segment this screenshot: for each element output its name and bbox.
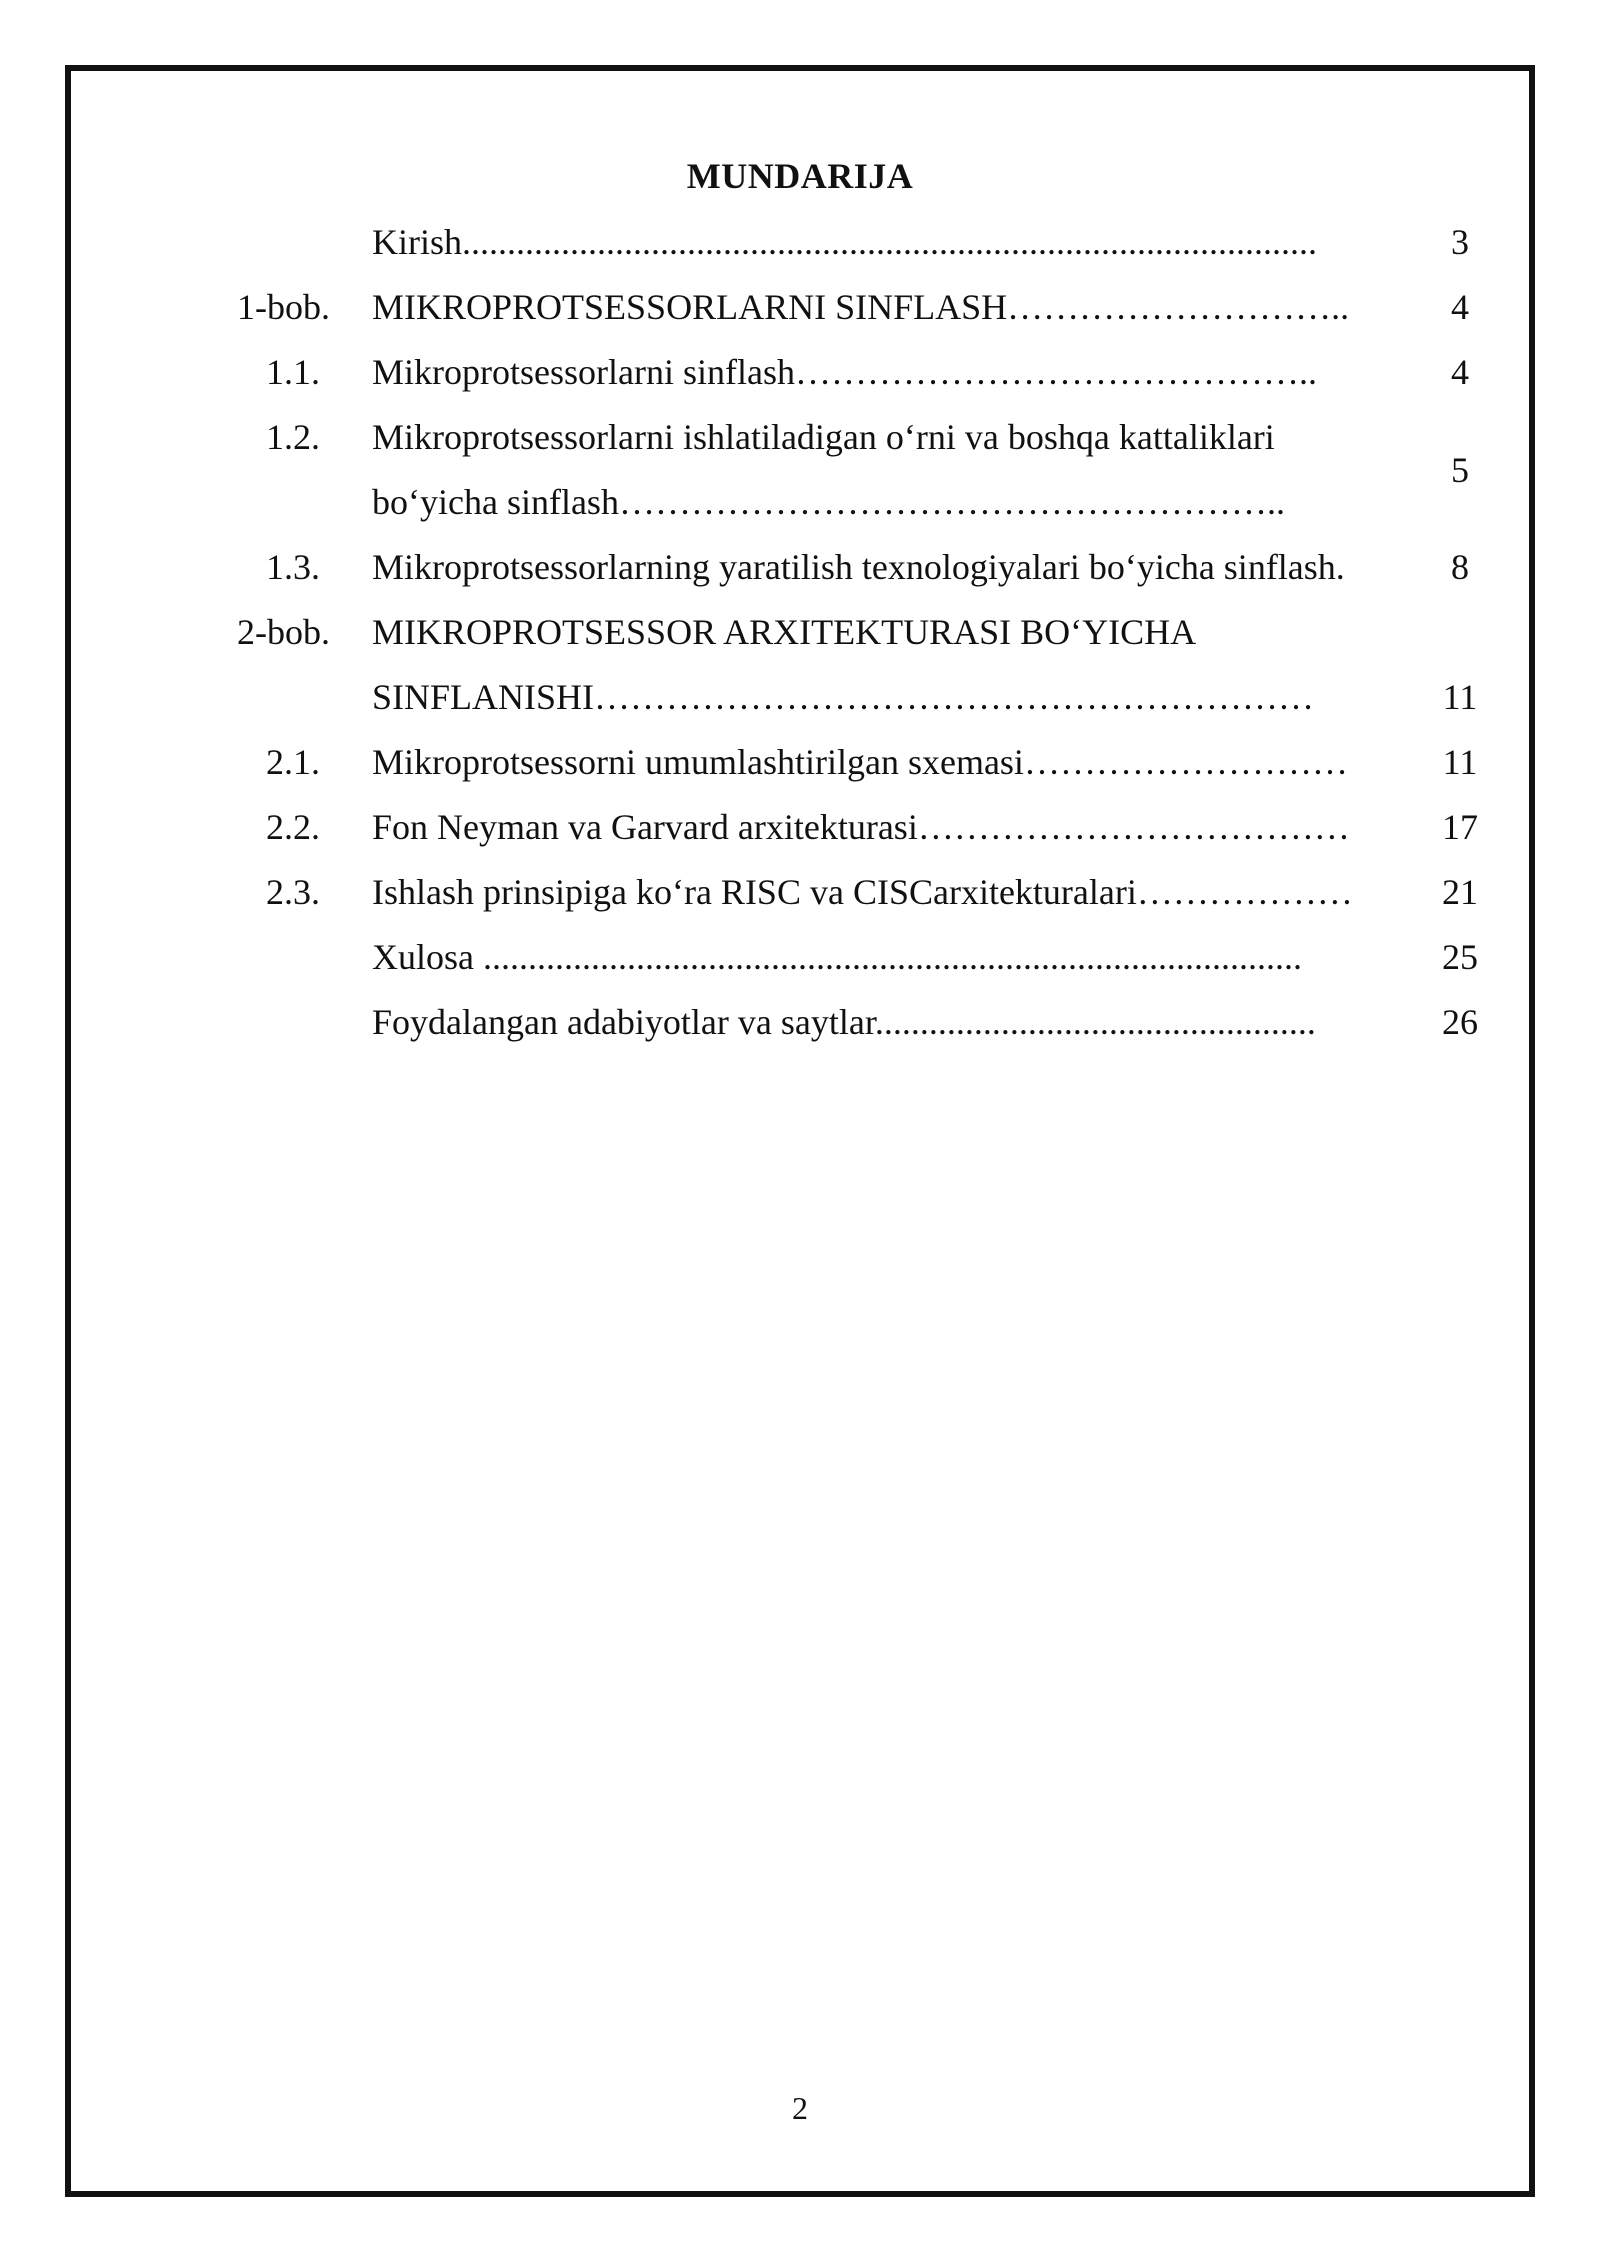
toc-entry-title-line: Foydalangan adabiyotlar va saytlar................................................. [372, 1002, 1316, 1042]
toc-entry-title-line: Fon Neyman va Garvard arxitekturasi……………………………… [372, 807, 1350, 847]
toc-entry-number: 1-bob. [237, 287, 330, 327]
toc-entry-title [372, 600, 1407, 730]
page-number: 2 [792, 2090, 808, 2126]
toc-entry-number: 1.2. [266, 417, 320, 457]
toc-entry-number: 2.3. [266, 872, 320, 912]
toc-entry-title [372, 275, 1407, 340]
toc-entry-title [372, 405, 1407, 535]
toc-entry[interactable] [0, 210, 1600, 275]
toc-entry[interactable] [0, 860, 1600, 925]
toc-entry[interactable] [0, 405, 1600, 535]
toc-entry-title [372, 730, 1407, 795]
toc-entry-page: 25 [1442, 937, 1478, 977]
toc-entry-title-line: Ishlash prinsipiga ko‘ra RISC va CISCarxitekturalari……………… [372, 872, 1353, 912]
toc-entry-page: 11 [1442, 742, 1478, 782]
toc-entry-page: 17 [1442, 807, 1478, 847]
toc-entry-page: 11 [1442, 677, 1478, 717]
toc-entry[interactable] [0, 340, 1600, 405]
toc-entry-title [372, 795, 1407, 860]
toc-entry-title [372, 925, 1407, 990]
toc-entry-title [372, 860, 1407, 925]
toc-entry-title-line: Mikroprotsessorlarni ishlatiladigan o‘rni va boshqa kattaliklari [372, 417, 1275, 457]
toc-entry[interactable] [0, 275, 1600, 340]
toc-entry-number: 1.3. [266, 547, 320, 587]
toc-entry-title [372, 535, 1407, 600]
toc-entry-title-line: Mikroprotsessorlarni sinflash…………………………………….. [372, 352, 1317, 392]
toc-entry[interactable] [0, 990, 1600, 1055]
toc-entry[interactable] [0, 535, 1600, 600]
toc-entry-number: 2.1. [266, 742, 320, 782]
toc-entry-title-line: Mikroprotsessorni umumlashtirilgan sxemasi……………………… [372, 742, 1348, 782]
toc-entry-page: 4 [1451, 352, 1469, 392]
table-of-contents [0, 210, 1600, 1055]
toc-entry[interactable] [0, 600, 1600, 730]
toc-entry-number: 2.2. [266, 807, 320, 847]
toc-entry-page: 3 [1451, 222, 1469, 262]
toc-entry-page: 5 [1451, 449, 1469, 490]
toc-entry-number: 2-bob. [237, 612, 330, 652]
toc-entry-number: 1.1. [266, 352, 320, 392]
toc-entry[interactable] [0, 925, 1600, 990]
toc-entry-title [372, 990, 1407, 1055]
toc-entry-title-line: SINFLANISHI…………………………………………………… [372, 677, 1315, 717]
toc-entry-page: 21 [1442, 872, 1478, 912]
toc-entry[interactable] [0, 730, 1600, 795]
toc-entry-title-line: Kirish............................................................................................... [372, 222, 1317, 262]
toc-entry-title-line: Xulosa ........................................................................................... [372, 937, 1302, 977]
toc-entry-title-line: bo‘yicha sinflash……………………………………………….. [372, 482, 1285, 522]
toc-entry-title-line: MIKROPROTSESSORLARNI SINFLASH……………………….. [372, 287, 1350, 327]
toc-entry-title [372, 210, 1407, 275]
toc-entry-title-line: Mikroprotsessorlarning yaratilish texnologiyalari bo‘yicha sinflash. [372, 547, 1345, 587]
toc-entry-title [372, 340, 1407, 405]
toc-entry-page: 4 [1451, 287, 1469, 327]
toc-entry-title-line: MIKROPROTSESSOR ARXITEKTURASI BO‘YICHA [372, 612, 1197, 652]
toc-entry-page: 26 [1442, 1002, 1478, 1042]
toc-entry[interactable] [0, 795, 1600, 860]
toc-entry-page: 8 [1451, 547, 1469, 587]
toc-title: MUNDARIJA [686, 156, 914, 196]
